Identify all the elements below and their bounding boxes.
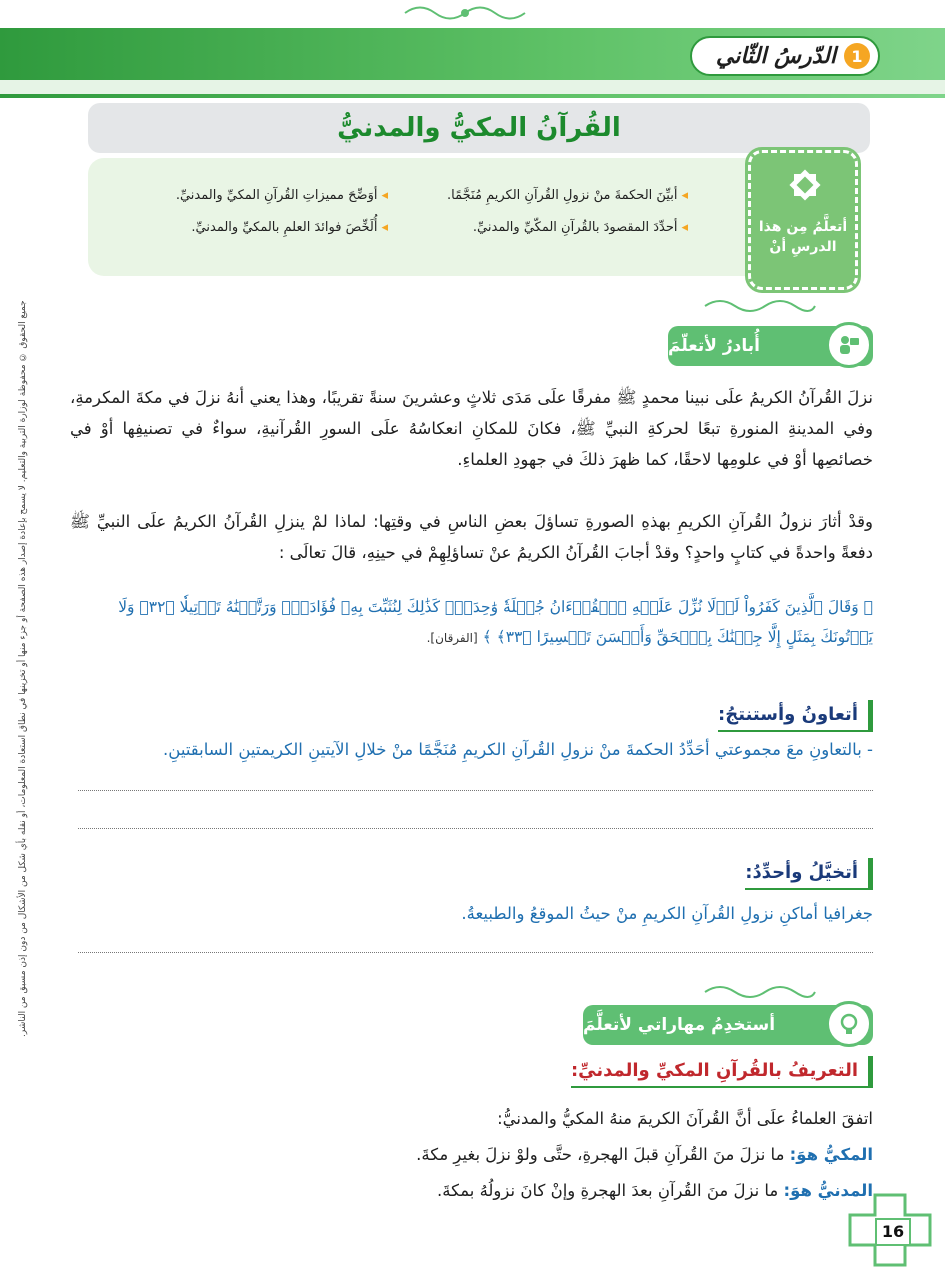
section-ornament-icon <box>700 982 820 1002</box>
page-title: القُرآنُ المكيُّ والمدنيُّ <box>337 113 621 143</box>
madani-term: المدنيُّ هوَ: <box>783 1181 873 1200</box>
section-label-skills-text: أستخدِمُ مهاراتي لأتعلَّمَ <box>583 1015 776 1035</box>
header-ornament-icon <box>395 2 535 24</box>
lesson-label-text: الدّرسُ الثّاني <box>715 43 836 69</box>
objectives-badge <box>748 150 858 290</box>
imagine-prompt: جغرافيا أماكنِ نزولِ القُرآنِ الكريمِ منْ حيثُ الموقعُ والطبيعةُ. <box>461 904 873 923</box>
makki-definition <box>70 1140 873 1170</box>
verse-reference: [الفرقان]. <box>426 631 478 645</box>
bullet-icon: ◂ <box>381 188 388 203</box>
definition-intro: اتفقَ العلماءُ علَى أنَّ القُرآنَ الكريمَ منهُ المكيُّ والمدنيُّ: <box>497 1109 873 1128</box>
bullet-icon: ◂ <box>681 188 688 203</box>
answer-line[interactable] <box>78 790 873 791</box>
objective-item: ◂أحدِّدَ المقصودَ بالقُرآنِ المكّيِّ والمدنيِّ. <box>472 220 688 235</box>
star-ornament-icon <box>787 167 823 203</box>
objectives-badge-text: أتعلَّمُ مِن هذا الدرسِ أنْ <box>758 219 848 255</box>
quran-verse <box>70 592 873 653</box>
madani-definition <box>70 1176 873 1206</box>
lesson-number: 1 <box>844 43 870 69</box>
quran-verse-text: ﴿ وَقَالَ ٱلَّذِينَ كَفَرُواْ لَوۡلَا نُزِّلَ عَلَيۡهِ ٱلۡقُرۡءَانُ جُمۡلَةٗ وَٰحِدَةٗۚ كَذَٰلِكَ لِنُثَبِّتَ بِهِۦ فُؤَادَكَۖ وَرَتَّلۡنَٰهُ تَرۡتِيلٗا ﴿٣٢﴾ وَلَا يَأۡتُونَكَ بِمَثَلٍ إِلَّا جِئۡنَٰكَ بِٱلۡحَقِّ وَأَحۡسَنَ تَفۡسِيرًا ﴿٣٣﴾ ﴾ <box>118 598 873 646</box>
makki-text: ما نزلَ منَ القُرآنِ قبلَ الهجرةِ، حتَّى ولوْ نزلَ بغيرِ مكةَ. <box>416 1145 785 1164</box>
bullet-icon: ◂ <box>681 220 688 235</box>
lightbulb-icon <box>826 1001 872 1047</box>
definition-heading: التعريفُ بالقُرآنِ المكيِّ والمدنيِّ: <box>571 1056 873 1088</box>
imagine-heading: أتخيَّلُ وأحدِّدُ: <box>745 858 873 890</box>
madani-text: ما نزلَ منَ القُرآنِ بعدَ الهجرةِ وإنْ كانَ نزولُهُ بمكةَ. <box>436 1181 779 1200</box>
answer-line[interactable] <box>78 828 873 829</box>
bullet-icon: ◂ <box>381 220 388 235</box>
cooperate-prompt: - بالتعاونِ معَ مجموعتي أحَدِّدُ الحكمةَ منْ نزولِ القُرآنِ الكريمِ مُنَجَّمًا منْ خلالِ الآيتينِ الكريمتينِ السابقتينِ. <box>163 740 873 759</box>
section-label-early-text: أُبادرُ لأتعلّمَ <box>668 336 760 356</box>
intro-paragraph-1: نزلَ القُرآنُ الكريمُ علَى نبينا محمدٍ ﷺ مفرقًا علَى مَدَى ثلاثٍ وعشرينَ سنةً تقريبًا، وهذا يعني أنهُ نزلَ في مكةَ المكرمةِ، وفي المدينةِ المنورةِ تبعًا لحركةِ النبيِّ ﷺ، فكانَ للمكانِ انعكاسُهُ علَى السورِ القُرآنيةِ، سواءٌ في تصنيفِها أوْ في خصائصِها أوْ في علومِها لاحقًا، كما ظهرَ ذلكَ في جهودِ العلماءِ. <box>70 388 873 469</box>
objectives-box <box>88 158 788 276</box>
makki-term: المكيُّ هوَ: <box>789 1145 873 1164</box>
answer-line[interactable] <box>78 952 873 953</box>
page-number: 16 <box>875 1218 911 1246</box>
objective-item: ◂أبيِّنَ الحكمةَ منْ نزولِ القُرآنِ الكريمِ مُنَجَّمًا. <box>447 188 688 203</box>
copyright-note: جميع الحقوق © محفوظة لوزارة التربية والتعليم. لا يسمح بإعادة إصدار هذه الصفحة أو جزء منها أو تخزينها في نطاق استعادة المعلومات، أو نقله بأي شكل من الأشكال من دون إذن مسبق من الناشر. <box>18 300 28 1037</box>
intro-paragraph-2: وقدْ أثارَ نزولُ القُرآنِ الكريمِ بهذهِ الصورةِ تساؤلَ بعضِ الناسِ في وقتِها: لماذا لمْ ينزلِ القُرآنُ الكريمُ علَى النبيِّ ﷺ دفعةً واحدةً في كتابٍ واحدٍ؟ وقدْ أجابَ القُرآنُ الكريمُ عنْ تساؤلِهِمْ في حينِهِ، قالَ تعالَى : <box>70 512 873 562</box>
lesson-label <box>690 36 880 76</box>
learner-icon <box>826 322 872 368</box>
objective-item: ◂أوَضِّحَ مميزاتِ القُرآنِ المكيِّ والمدنيِّ. <box>175 188 388 203</box>
lesson-title-box <box>88 103 870 153</box>
cooperate-heading: أتعاونُ وأستنتجُ: <box>718 700 873 732</box>
objective-item: ◂أُلَخِّصَ فوائدَ العلمِ بالمكيِّ والمدنيِّ. <box>191 220 388 235</box>
section-ornament-icon <box>700 296 820 316</box>
